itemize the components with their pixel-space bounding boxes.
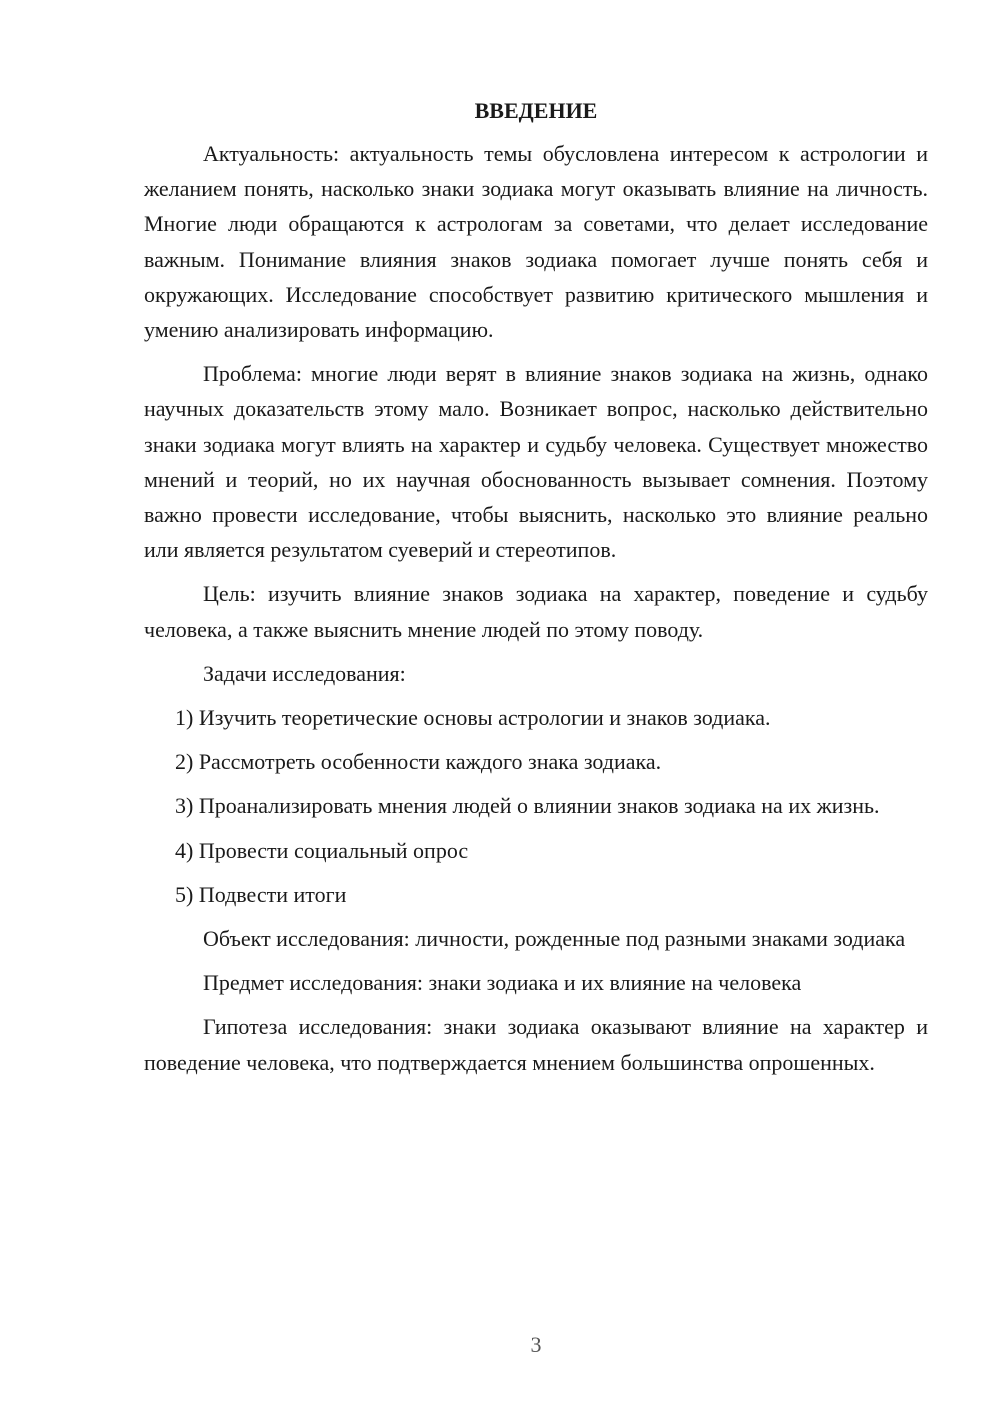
task-item-3: 3) Проанализировать мнения людей о влиянии знаков зодиака на их жизнь.: [175, 793, 880, 819]
paragraph-problem: Проблема: многие люди верят в влияние знаков зодиака на жизнь, однако научных доказательств этому мало. Возникает вопрос, насколько действительно знаки зодиака могут влиять на характер и судьбу человека. Существует множество мнений и теорий, но их научная обоснованность вызывает сомнения. Поэтому важно провести исследование, чтобы выяснить, насколько это влияние реально или является результатом суеверий и стереотипов.: [144, 361, 928, 563]
paragraph-tasks-title: Задачи исследования:: [203, 660, 406, 686]
page-number: 3: [530, 1332, 542, 1357]
task-item-1: 1) Изучить теоретические основы астрологии и знаков зодиака.: [175, 705, 771, 731]
page-content: [144, 96, 928, 1089]
paragraph-hypothesis: Гипотеза исследования: знаки зодиака оказывают влияние на характер и поведение человека, что подтверждается мнением большинства опрошенных.: [144, 1014, 928, 1075]
paragraph-subject: Предмет исследования: знаки зодиака и их влияние на человека: [203, 970, 802, 996]
task-item-4: 4) Провести социальный опрос: [175, 837, 469, 863]
paragraph-relevance: Актуальность: актуальность темы обусловлена интересом к астрологии и желанием понять, насколько знаки зодиака могут оказывать влияние на личность. Многие люди обращаются к астрологам за советами, что делает исследование важным. Понимание влияния знаков зодиака помогает лучше понять себя и окружающих. Исследование способствует развитию критического мышления и умению анализировать информацию.: [144, 141, 928, 343]
task-item-5: 5) Подвести итоги: [175, 881, 347, 907]
paragraph-object: Объект исследования: личности, рожденные под разными знаками зодиака: [203, 926, 906, 952]
section-heading: ВВЕДЕНИЕ: [474, 98, 598, 123]
task-item-2: 2) Рассмотреть особенности каждого знака зодиака.: [175, 749, 662, 775]
paragraph-goal: Цель: изучить влияние знаков зодиака на характер, поведение и судьбу человека, а также выяснить мнение людей по этому поводу.: [144, 581, 928, 642]
